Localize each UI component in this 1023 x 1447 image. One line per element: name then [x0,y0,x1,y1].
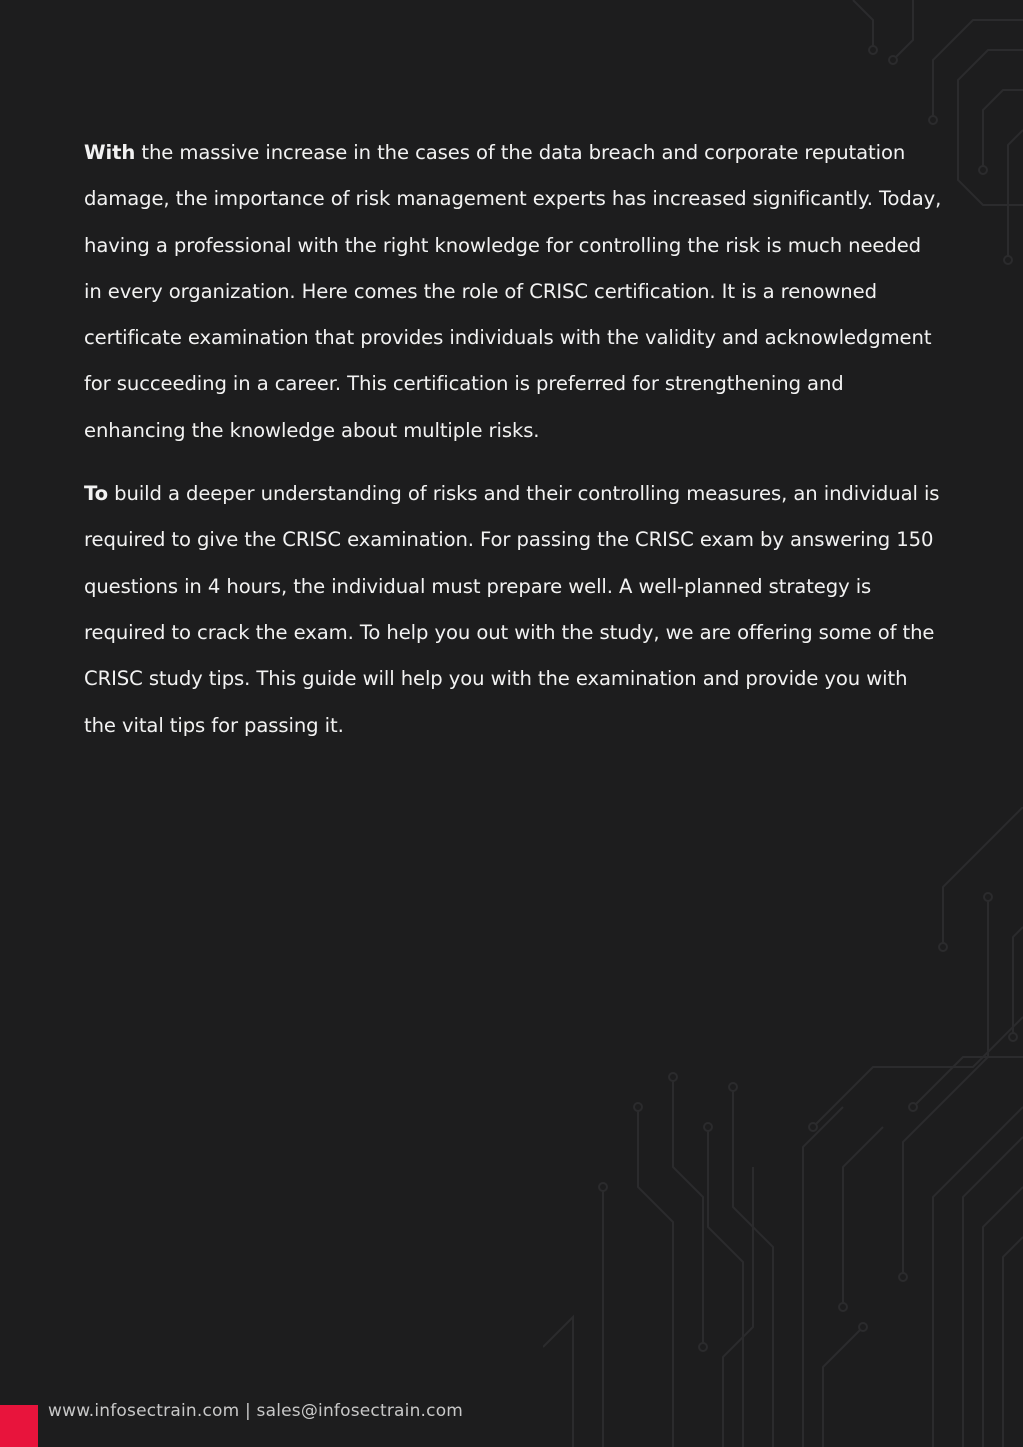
footer [0,1399,560,1447]
paragraph-lead-word: With [84,141,136,164]
paragraph-text: build a deeper understanding of risks and their controlling measures, an individual is required to give the CRISC examination. For passing the CRISC exam by answering 150 questions in 4 hours, the individual must prepare well. A well-planned strategy is required to crack the exam. To help you out with the study, we are offering some of the CRISC study tips. This guide will help you with the examination and provide you with the vital tips for passing it. [84,482,940,737]
footer-contact: www.infosectrain.com | sales@infosectrain.com [48,1401,464,1421]
paragraph-lead-word: To [84,482,109,506]
study-tips-paragraph [84,471,944,749]
intro-paragraph [84,130,944,454]
circuit-decoration-bottom [543,807,1023,1447]
main-content [84,130,944,749]
footer-accent-square [0,1405,38,1447]
paragraph-text: the massive increase in the cases of the data breach and corporate reputation damage, the importance of risk management experts has increased significantly. Today, having a professional with the right knowledge for controlling the risk is much needed in every organization. Here comes the role of CRISC certification. It is a renowned certificate examination that provides individuals with the validity and acknowledgment for succeeding in a career. This certification is preferred for strengthening and enhancing the knowledge about multiple risks. [84,141,942,442]
